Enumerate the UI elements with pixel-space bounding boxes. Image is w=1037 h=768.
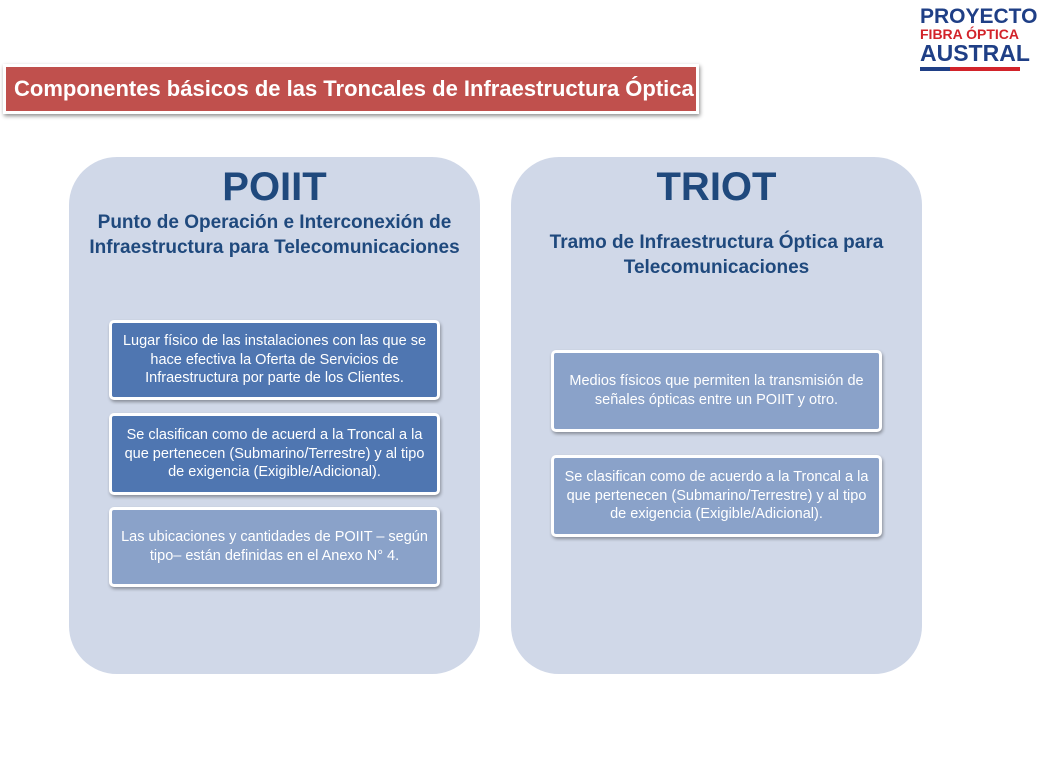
slide-title: Componentes básicos de las Troncales de Infraestructura Óptica bbox=[3, 64, 699, 114]
triot-item-classification: Se clasifican como de acuerdo a la Troncal a la que pertenecen (Submarino/Terrestre) y al tipo de exigencia (Exigible/Adicional). bbox=[551, 455, 882, 537]
triot-item-physical-media: Medios físicos que permiten la transmisión de señales ópticas entre un POIIT y otro. bbox=[551, 350, 882, 432]
poiit-item-classification: Se clasifican como de acuerd a la Troncal a la que pertenecen (Submarino/Terrestre) y al tipo de exigencia (Exigible/Adicional). bbox=[109, 413, 440, 495]
logo-flag-bar bbox=[920, 67, 1020, 71]
poiit-subtitle: Punto de Operación e Interconexión de Infraestructura para Telecomunicaciones bbox=[89, 212, 460, 258]
proyecto-fibra-optica-austral-logo bbox=[920, 5, 1037, 80]
triot-panel bbox=[511, 157, 922, 674]
triot-title: TRIOT bbox=[656, 165, 777, 209]
triot-subtitle: Tramo de Infraestructura Óptica para Telecomunicaciones bbox=[549, 232, 884, 278]
logo-line-austral: AUSTRAL bbox=[920, 39, 1030, 66]
logo-line-proyecto: PROYECTO bbox=[920, 5, 1037, 28]
poiit-item-annex: Las ubicaciones y cantidades de POIIT – según tipo– están definidas en el Anexo N° 4. bbox=[109, 507, 440, 587]
poiit-panel bbox=[69, 157, 480, 674]
logo-line-fibra-optica: FIBRA ÓPTICA bbox=[920, 26, 1020, 42]
poiit-item-location: Lugar físico de las instalaciones con las que se hace efectiva la Oferta de Servicios de Infraestructura por parte de los Clientes. bbox=[109, 320, 440, 400]
poiit-title: POIIT bbox=[222, 165, 327, 209]
